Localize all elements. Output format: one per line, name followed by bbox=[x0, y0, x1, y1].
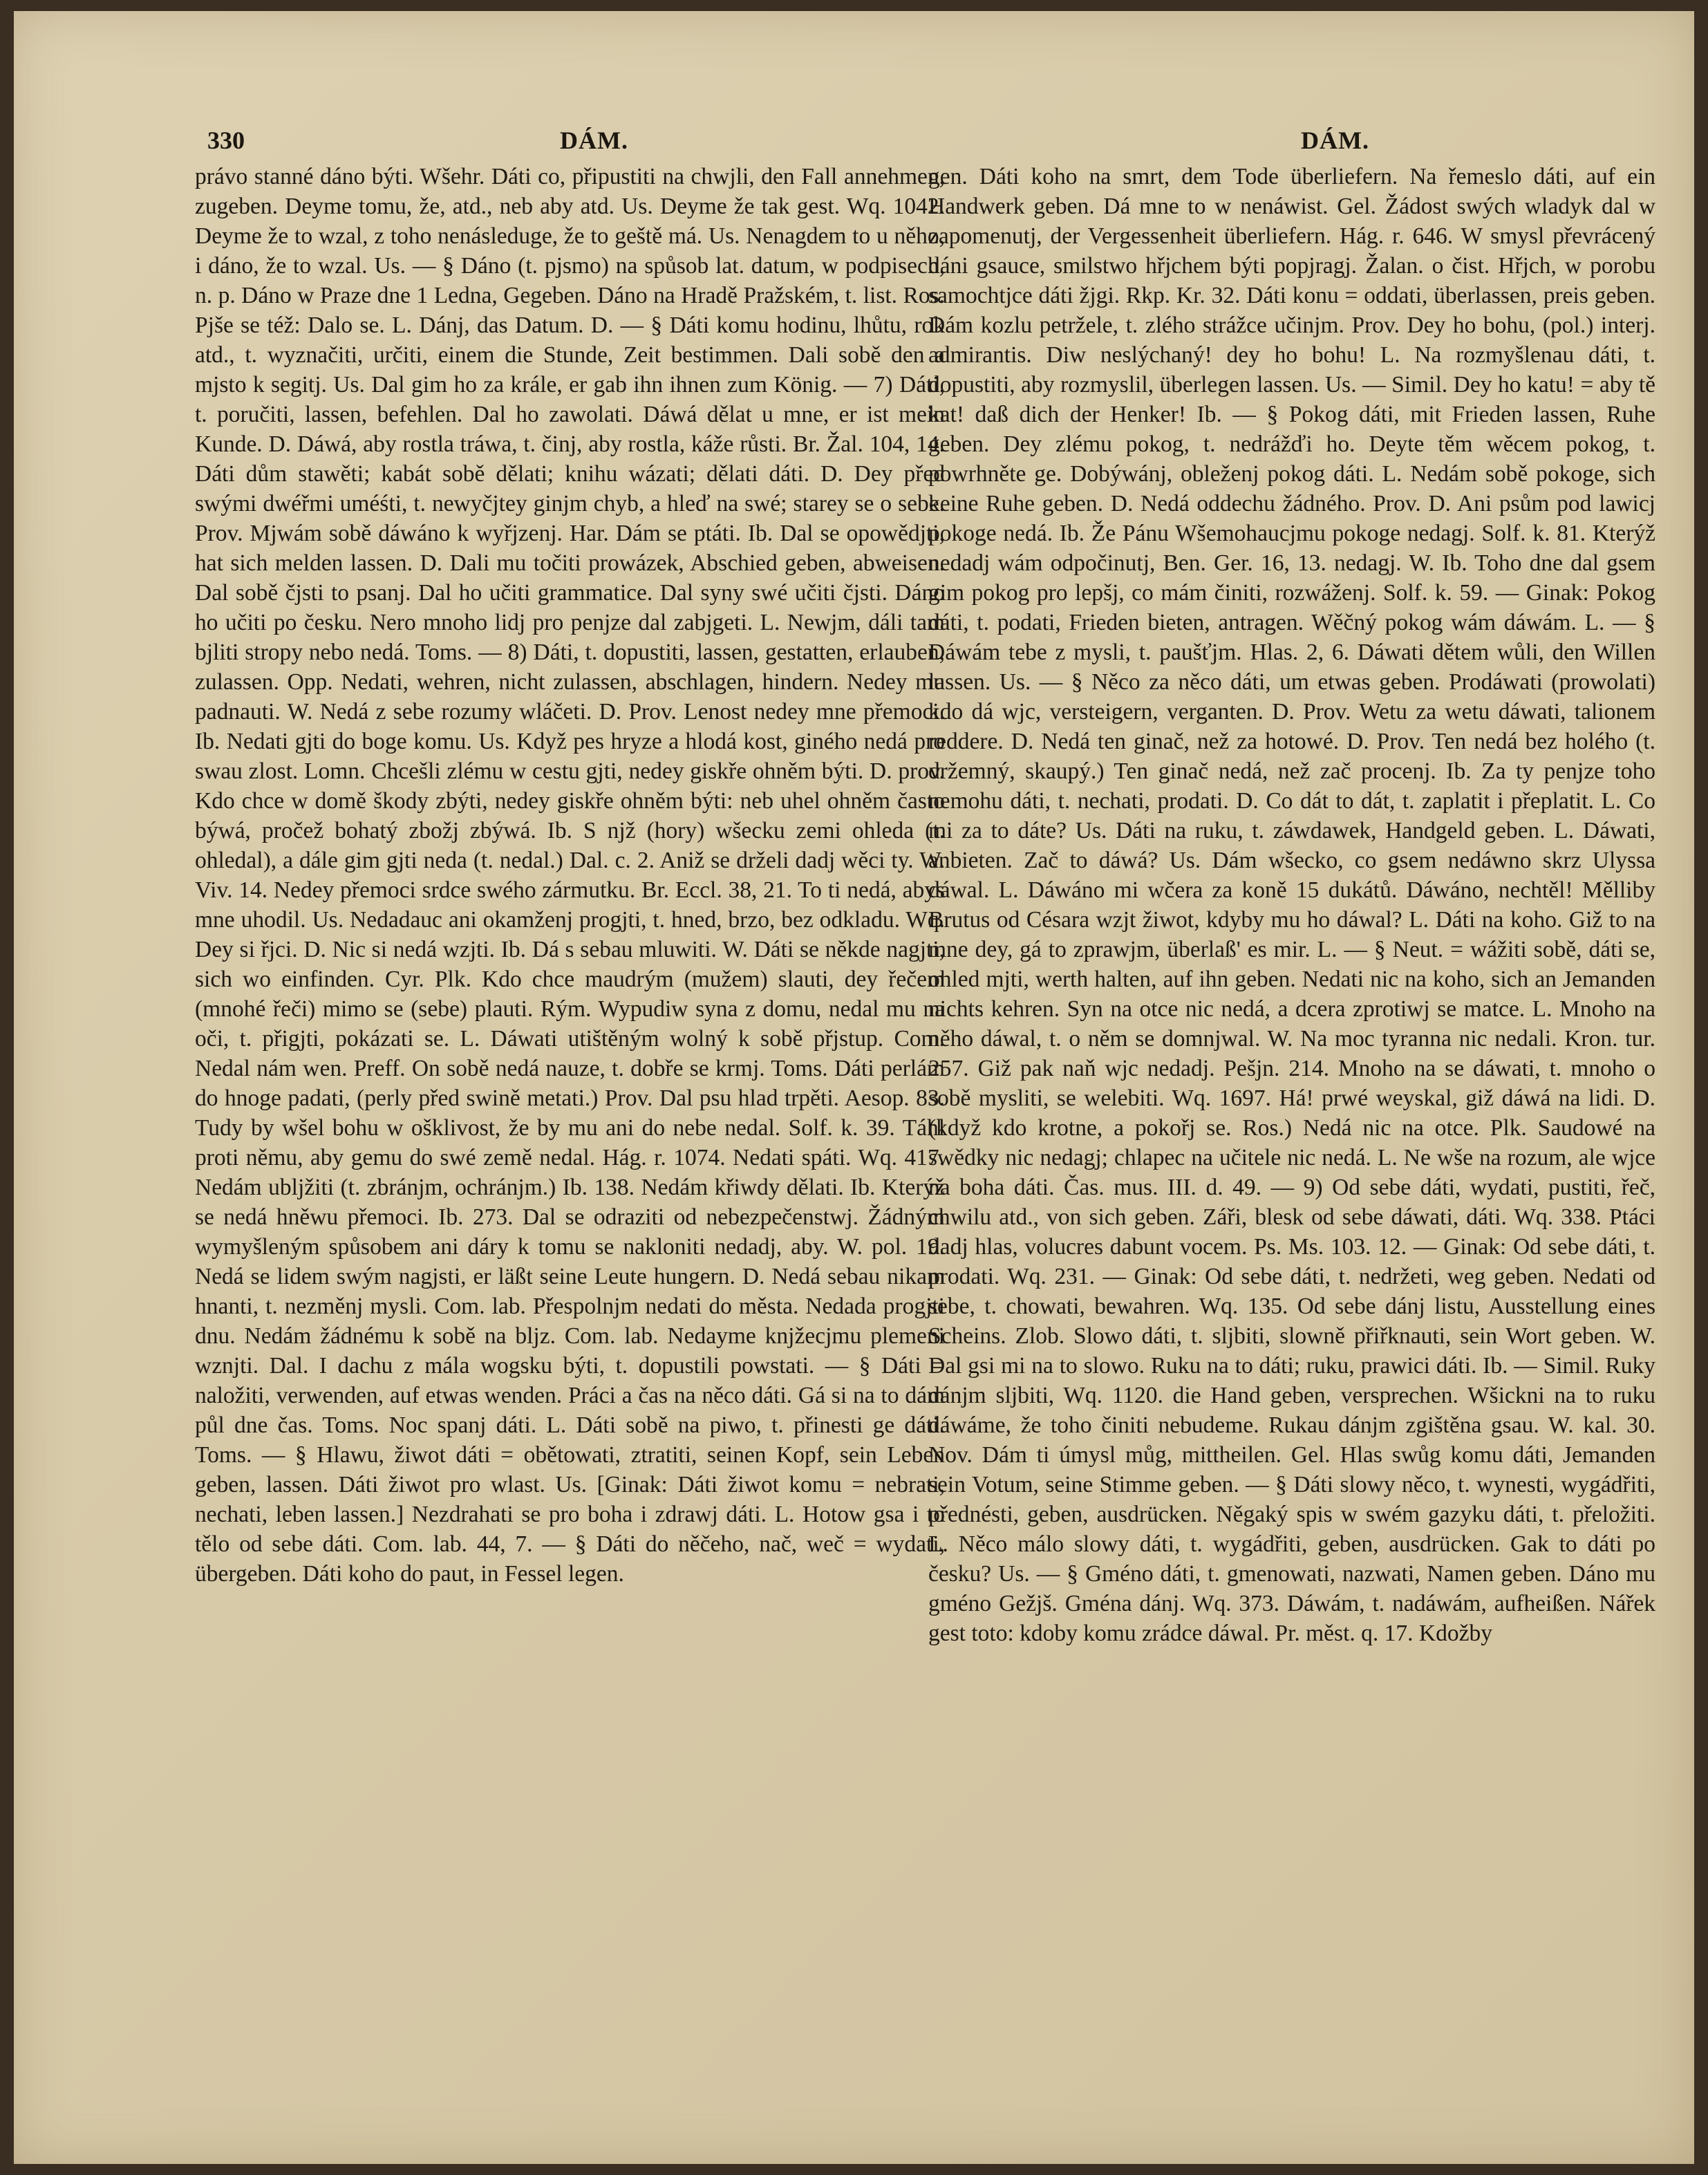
right-column bbox=[928, 162, 1655, 1939]
page-header bbox=[207, 126, 1632, 160]
right-column-text: gen. Dáti koho na smrt, dem Tode überliefern. Na řemeslo dáti, auf ein Handwerk geben. Dá mne to w nenáwist. Gel. Žádost swých wladyk dal w zapomenutj, der Vergessenheit überliefern. Hág. r. 646. W smysl převrácený dáni gsauce, smilstwo hřjchem býti popjragj. Žalan. o čist. Hřjch, w porobu samochtjce dáti žjgi. Rkp. Kr. 32. Dáti konu = oddati, überlassen, preis geben. Dám kozlu petržele, t. zlého strážce učinjm. Prov. Dey ho bohu, (pol.) interj. admirantis. Diw neslýchaný! dey ho bohu! L. Na rozmyšlenau dáti, t. dopustiti, aby rozmyslil, überlegen lassen. Us. — Simil. Dey ho katu! = aby tě kat! daß dich der Henker! Ib. — § Pokog dáti, mit Frieden lassen, Ruhe geben. Dey zlému pokog, t. nedrážďi ho. Deyte těm wěcem pokog, t. powrhněte ge. Dobýwánj, obleženj pokog dáti. L. Nedám sobě pokoge, sich keine Ruhe geben. D. Nedá oddechu žádného. Prov. D. Ani psům pod lawicj pokoge nedá. Ib. Že Pánu Wšemohaucjmu pokoge nedagj. Solf. k. 81. Kterýž nedadj wám odpočinutj, Ben. Ger. 16, 13. nedagj. W. Ib. Toho dne dal gsem gim pokog pro lepšj, co mám činiti, rozwáženj. Solf. k. 59. — Ginak: Pokog dáti, t. podati, Frieden bieten, antragen. Wěčný pokog wám dáwám. L. — § Dáwám tebe z mysli, t. paušťjm. Hlas. 2, 6. Dáwati dětem wůli, den Willen lassen. Us. — § Něco za něco dáti, um etwas geben. Prodáwati (prowolati) kdo dá wjc, versteigern, verganten. D. Prov. Wetu za wetu dáwati, talionem reddere. D. Nedá ten ginač, než za hotowé. D. Prov. Ten nedá bez holého (t. držemný, skaupý.) Ten ginač nedá, než zač procenj. Ib. Za ty penjze toho nemohu dáti, t. nechati, prodati. D. Co dát to dát, t. zaplatit i přeplatit. L. Co mi za to dáte? Us. Dáti na ruku, t. záwdawek, Handgeld geben. L. Dáwati, anbieten. Zač to dáwá? Us. Dám wšecko, co gsem nedáwno skrz Ulyssa dáwal. L. Dáwáno mi wčera za koně 15 dukátů. Dáwáno, nechtěl! Mělliby Brutus od Césara wzjt žiwot, kdyby mu ho dáwal? L. Dáti na koho. Giž to na mne dey, gá to zprawjm, überlaß' es mir. L. — § Neut. = wážiti sobě, dáti se, ohled mjti, werth halten, auf ihn geben. Nedati nic na koho, sich an Jemanden nichts kehren. Syn na otce nic nedá, a dcera zprotiwj se matce. L. Mnoho na něho dáwal, t. o něm se domnjwal. W. Na moc tyranna nic nedali. Kron. tur. 257. Giž pak naň wjc nedadj. Pešjn. 214. Mnoho na se dáwati, t. mnoho o sobě mysliti, se welebiti. Wq. 1697. Há! prwé weyskal, giž dáwá na lidi. D. (když kdo krotne, a pokořj se. Ros.) Nedá nic na otce. Plk. Saudowé na swědky nic nedagj; chlapec na učitele nic nedá. L. Ne wše na rozum, ale wjce na boha dáti. Čas. mus. III. d. 49. — 9) Od sebe dáti, wydati, pustiti, řeč, chwilu atd., von sich geben. Záři, blesk od sebe dáwati, dáti. Wq. 338. Ptáci dadj hlas, volucres dabunt vocem. Ps. Ms. 103. 12. — Ginak: Od sebe dáti, t. prodati. Wq. 231. — Ginak: Od sebe dáti, t. nedržeti, weg geben. Nedati od sebe, t. chowati, bewahren. Wq. 135. Od sebe dánj listu, Ausstellung eines Scheins. Zlob. Slowo dáti, t. sljbiti, slowně přiřknauti, sein Wort geben. W. Dal gsi mi na to slowo. Ruku na to dáti; ruku, prawici dáti. Ib. — Simil. Ruky dánjm sljbiti, Wq. 1120. die Hand geben, versprechen. Wšickni na to ruku dáwáme, že toho činiti nebudeme. Rukau dánjm zgištěna gsau. W. kal. 30. Nov. Dám ti úmysl můg, mittheilen. Gel. Hlas swůg komu dáti, Jemanden sein Votum, seine Stimme geben. — § Dáti slowy něco, t. wynesti, wygádřiti, přednésti, geben, ausdrücken. Něgaký spis w swém gazyku dáti, t. přeložiti. L. Něco málo slowy dáti, t. wygádřiti, geben, ausdrücken. Gak to dáti po česku? Us. — § Gméno dáti, t. gmenowati, nazwati, Namen geben. Dáno mu gméno Gežjš. Gména dánj. Wq. 373. Dáwám, t. nadáwám, aufheißen. Nářek gest toto: kdoby komu zrádce dáwal. Pr. měst. q. 17. Kdožby bbox=[928, 164, 1655, 1646]
right-running-head: DÁM. bbox=[1301, 127, 1369, 154]
page-number: 330 bbox=[207, 127, 245, 154]
left-column-text: právo stanné dáno býti. Wšehr. Dáti co, připustiti na chwjli, den Fall annehmen, zugeben. Deyme tomu, že, atd., neb aby atd. Us. Deyme že tak gest. Wq. 1042. Deyme že to wzal, z toho nenásleduge, že to geště má. Us. Nenagdem to u něho, i dáno, že to wzal. Us. — § Dáno (t. pjsmo) na spůsob lat. datum, w podpisech, n. p. Dáno w Praze dne 1 Ledna, Gegeben. Dáno na Hradě Pražském, t. list. Ros. Pjše se též: Dalo se. L. Dánj, das Datum. D. — § Dáti komu hodinu, lhůtu, rok atd., t. wyznačiti, určiti, einem die Stunde, Zeit bestimmen. Dali sobě den a mjsto k segitj. Us. Dal gim ho za krále, er gab ihn ihnen zum König. — 7) Dáti, t. poručiti, lassen, befehlen. Dal ho zawolati. Dáwá dělat u mne, er ist mein Kunde. D. Dáwá, aby rostla tráwa, t. činj, aby rostla, káže růsti. Br. Žal. 104, 14. Dáti dům stawěti; kabát sobě dělati; knihu wázati; dělati dáti. D. Dey před swými dwéřmi uméśti, t. newyčjtey ginjm chyb, a hleď na swé; starey se o sebe. Prov. Mjwám sobě dáwáno k wyřjzenj. Har. Dám se ptáti. Ib. Dal se opowědjti, hat sich melden lassen. D. Dali mu točiti prowázek, Abschied geben, abweisen. Dal sobě čjsti to psanj. Dal ho učiti grammatice. Dal syny swé učiti čjsti. Dáno ho učiti po česku. Nero mnoho lidj pro penjze dal zabjgeti. L. Newjm, dáli tam bjliti stropy nebo nedá. Toms. — 8) Dáti, t. dopustiti, lassen, gestatten, erlauben, zulassen. Opp. Nedati, wehren, nicht zulassen, abschlagen, hindern. Nedey mu padnauti. W. Nedá z sebe rozumy wláčeti. D. Prov. Lenost nedey mne přemoci. Ib. Nedati gjti do boge komu. Us. Když pes hryze a hlodá kost, giného nedá pro swau zlost. Lomn. Chcešli zlému w cestu gjti, nedey giskře ohněm býti. D. prov. Kdo chce w domě škody zbýti, nedey giskře ohněm býti: neb uhel ohněm často býwá, pročež bohatý zbožj zbýwá. Ib. S njž (hory) wšecku zemi ohleda (t. ohledal), a dále gim gjti neda (t. nedal.) Dal. c. 2. Aniž se drželi dadj wěci ty. W. Viv. 14. Nedey přemoci srdce swého zármutku. Br. Eccl. 38, 21. To ti nedá, abys mne uhodil. Us. Nedadauc ani okamženj progjti, t. hned, brzo, bez odkladu. Wq. Dey si řjci. D. Nic si nedá wzjti. Ib. Dá s sebau mluwiti. W. Dáti se někde nagjti, sich wo einfinden. Cyr. Plk. Kdo chce maudrým (mužem) slauti, dey řečem (mnohé řeči) mimo se (sebe) plauti. Rým. Wypudiw syna z domu, nedal mu na oči, t. přigjti, pokázati se. L. Dáwati utištěným wolný k sobě přjstup. Com. Nedal nám wen. Preff. On sobě nedá nauze, t. dobře se krmj. Toms. Dáti perlám do hnoge padati, (perly před swině metati.) Prov. Dal psu hlad trpěti. Aesop. 83. Tudy by wšel bohu w ošklivost, že by mu ani do nebe nedal. Solf. k. 39. Táhl proti němu, aby gemu do swé země nedal. Hág. r. 1074. Nedati spáti. Wq. 417. Nedám ublјžiti (t. zbránjm, ochránjm.) Ib. 138. Nedám křiwdy dělati. Ib. Kterýž se nedá hněwu přemoci. Ib. 273. Dal se odraziti od nebezpečenstwj. Žádným wymyšleným spůsobem ani dáry k tomu se nakloniti nedadj, aby. W. pol. 19. Nedá se lidem swým nagjsti, er läßt seine Leute hungern. D. Nedá sebau nikam hnanti, t. nezměnj mysli. Com. lab. Přespolnjm nedati do města. Nedada progjti dnu. Nedám žádnému k sobě na bljz. Com. lab. Nedayme knjžecjmu plemeni wznjti. Dal. I dachu z mála wogsku býti, t. dopustili powstati. — § Dáti = naložiti, verwenden, auf etwas wenden. Práci a čas na něco dáti. Gá si na to dám půl dne čas. Toms. Noc spanj dáti. L. Dáti sobě na piwo, t. přinesti ge dáti. Toms. — § Hlawu, žiwot dáti = obětowati, ztratiti, seinen Kopf, sein Leben geben, lassen. Dáti žiwot pro wlast. Us. [Ginak: Dáti žiwot komu = nebrati, nechati, leben lassen.] Nezdrahati se pro boha i zdrawj dáti. L. Hotow gsa i to tělo od sebe dáti. Com. lab. 44, 7. — § Dáti do něčeho, nač, weč = wydati, übergeben. Dáti koho do paut, in Fessel legen. bbox=[195, 164, 945, 1587]
left-running-head: DÁM. bbox=[560, 127, 628, 154]
left-column bbox=[195, 162, 945, 1939]
